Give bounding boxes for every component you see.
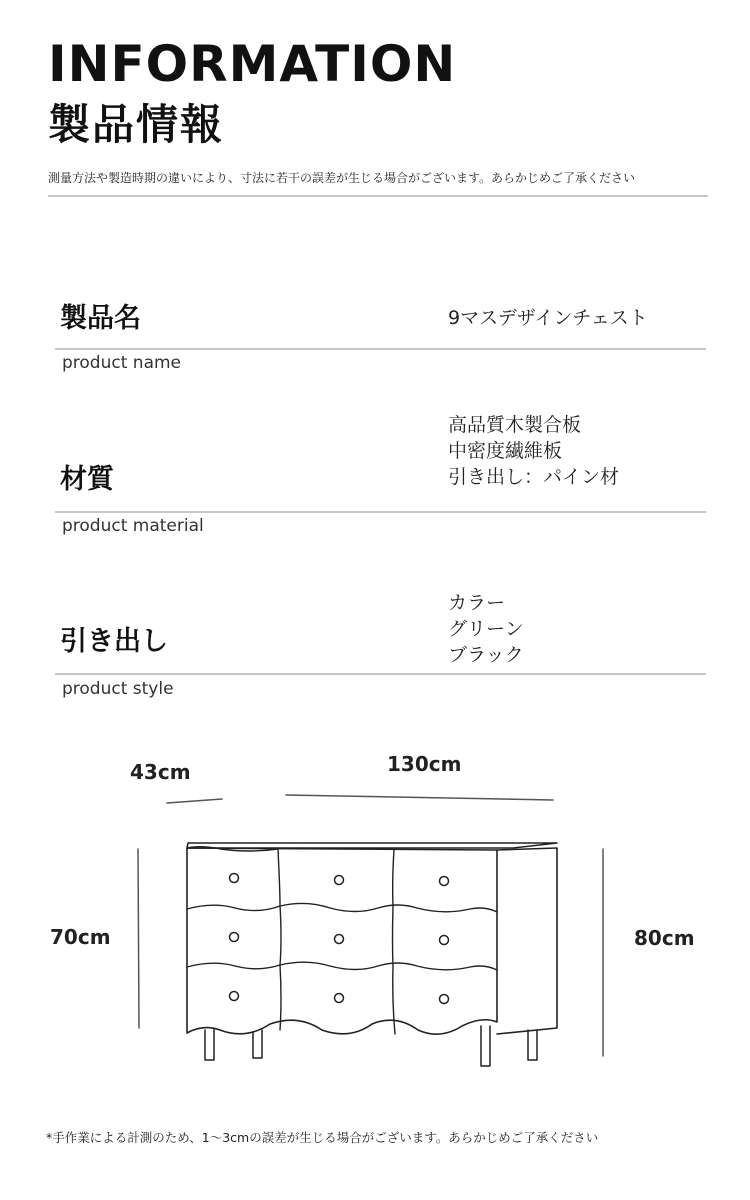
product-name-value (448, 305, 648, 331)
material-divider (55, 511, 706, 513)
drawer-knob (440, 877, 449, 886)
drawer-knob (230, 933, 239, 942)
leg (481, 1026, 490, 1066)
title-jp: 製品情報 (48, 100, 225, 149)
body-height-line (138, 849, 139, 1028)
handmade-measure-note: *手作業による計測のため、1～3cmの誤差が生じる場合がございます。あらかじめご了承ください (46, 1130, 599, 1145)
material-value (448, 412, 619, 490)
material-value-line: 引き出し：パイン材 (448, 466, 620, 488)
drawer-column-divider (393, 850, 396, 1034)
title-en: INFORMATION (48, 35, 457, 93)
width-line (286, 795, 553, 800)
drawer-knob (335, 994, 344, 1003)
header-divider (48, 195, 708, 197)
product-name-sublabel: product name (62, 353, 181, 373)
total-height-dimension: 80cm (634, 926, 695, 950)
drawer-column-divider (278, 850, 281, 1030)
drawer-knob (335, 935, 344, 944)
chest-drawing (0, 740, 750, 1080)
drawer-value-line: ブラック (448, 644, 524, 666)
chest-side (497, 848, 557, 1034)
measurement-note: 測量方法や製造時期の違いにより、寸法に若干の誤差が生じる場合がございます。あらかじめご了承ください (48, 171, 636, 185)
depth-line (167, 799, 222, 803)
drawer-label: 引き出し (60, 626, 168, 657)
drawer-value (448, 590, 524, 668)
drawer-knob (440, 936, 449, 945)
drawer-knob (230, 874, 239, 883)
drawer-sublabel: product style (62, 679, 174, 699)
material-value-line: 高品質木製合板 (448, 414, 582, 436)
material-sublabel: product material (62, 516, 204, 536)
material-value-line: 中密度繊維板 (448, 440, 563, 462)
drawer-row-divider (187, 962, 497, 970)
product-name-label: 製品名 (60, 303, 141, 334)
drawer-knob (335, 876, 344, 885)
width-dimension: 130cm (387, 752, 462, 776)
drawer-knob (440, 995, 449, 1004)
body-height-dimension: 70cm (50, 925, 111, 949)
drawer-row-divider (187, 903, 497, 912)
drawer-divider (55, 673, 706, 675)
drawer-knob (230, 992, 239, 1001)
product-name-value-line: 9マスデザインチェスト (448, 307, 648, 329)
leg (253, 1030, 262, 1058)
drawer-value-line: カラー (448, 592, 506, 614)
drawer-value-line: グリーン (448, 618, 524, 640)
material-label: 材質 (60, 464, 114, 495)
chest-top (187, 843, 557, 848)
depth-dimension: 43cm (130, 760, 191, 784)
leg (528, 1030, 537, 1060)
product-name-divider (55, 348, 706, 350)
leg (205, 1028, 214, 1060)
